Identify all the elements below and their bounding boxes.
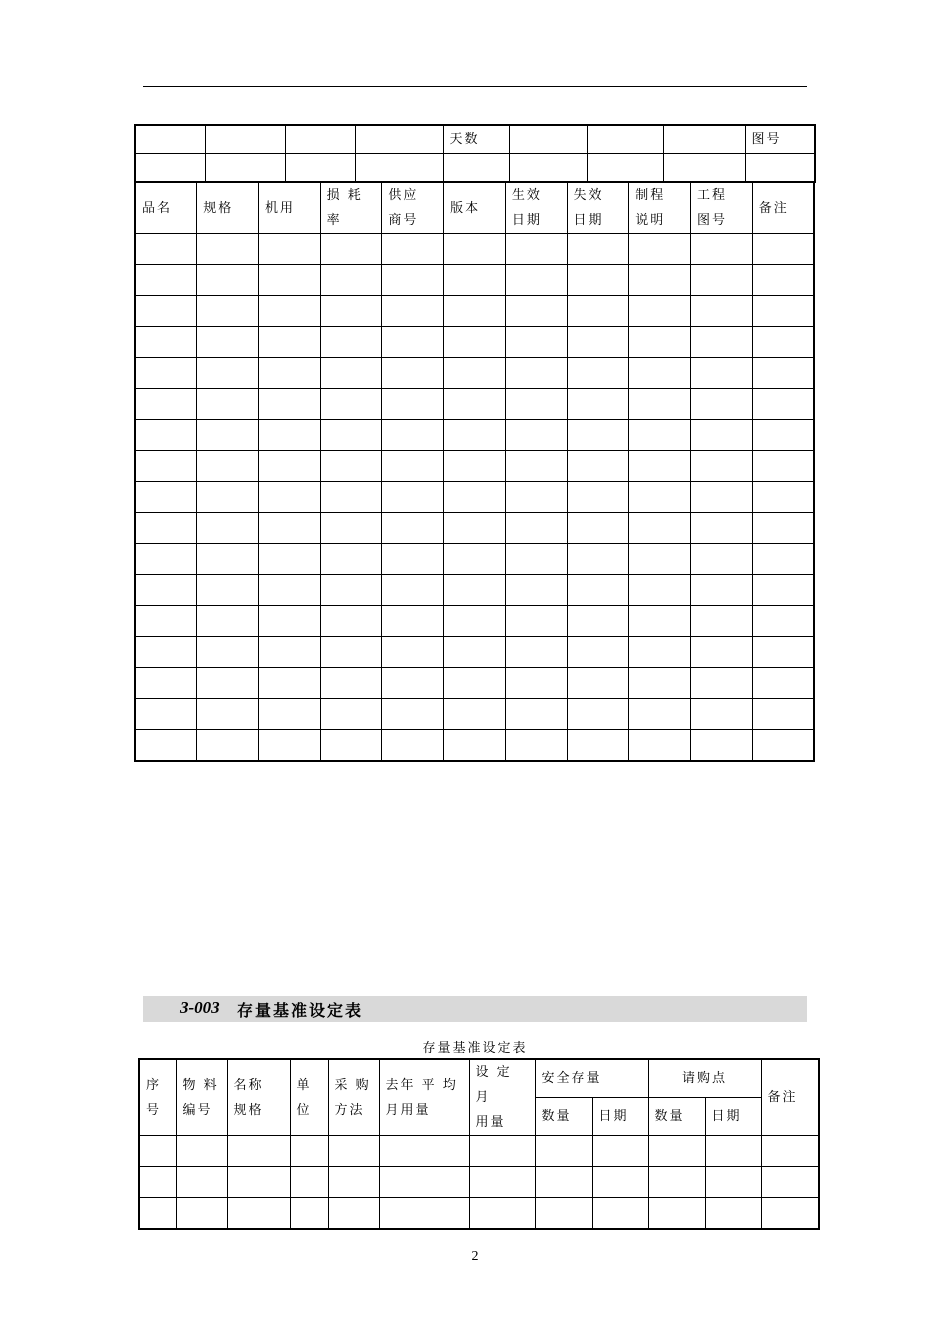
cell [505, 451, 567, 482]
cell [752, 358, 814, 389]
cell [567, 606, 629, 637]
cell [690, 513, 752, 544]
cell [567, 668, 629, 699]
cell [258, 234, 320, 265]
cell [197, 420, 259, 451]
item-table-top [134, 124, 816, 183]
cell [567, 265, 629, 296]
cell [197, 358, 259, 389]
cell [752, 482, 814, 513]
header-cell: 生效 日期 [505, 183, 567, 234]
cell [505, 358, 567, 389]
cell [629, 482, 691, 513]
cell [379, 1136, 469, 1167]
cell [444, 606, 506, 637]
cell [690, 544, 752, 575]
cell [135, 234, 197, 265]
cell [258, 513, 320, 544]
cell [505, 327, 567, 358]
cell [752, 420, 814, 451]
cell [197, 327, 259, 358]
cell [444, 575, 506, 606]
table-row [135, 668, 814, 699]
header-material-no: 物 料 编号 [176, 1059, 227, 1136]
cell [761, 1167, 819, 1198]
cell [469, 1136, 535, 1167]
cell [444, 296, 506, 327]
cell [567, 699, 629, 730]
header-avg-monthly-usage: 去年 平 均 月用量 [379, 1059, 469, 1136]
header-remark: 备注 [761, 1059, 819, 1136]
header-cell: 工程 图号 [690, 183, 752, 234]
cell [690, 482, 752, 513]
cell [197, 699, 259, 730]
header-safety-qty: 数量 [535, 1098, 592, 1136]
cell [290, 1136, 328, 1167]
table-row [139, 1167, 819, 1198]
table-row [135, 513, 814, 544]
cell [320, 389, 382, 420]
cell [629, 389, 691, 420]
header-cell: 版本 [444, 183, 506, 234]
cell [382, 544, 444, 575]
cell [690, 606, 752, 637]
cell [197, 730, 259, 762]
drawing-no-label: 图号 [745, 125, 815, 154]
cell [505, 389, 567, 420]
cell [629, 544, 691, 575]
cell [443, 154, 509, 183]
cell [197, 482, 259, 513]
cell [444, 420, 506, 451]
cell [505, 699, 567, 730]
cell [505, 575, 567, 606]
header-cell: 供应 商号 [382, 183, 444, 234]
cell [382, 637, 444, 668]
cell [444, 389, 506, 420]
header-set-monthly-usage: 设 定 月 用量 [469, 1059, 535, 1136]
cell [258, 730, 320, 762]
cell [135, 606, 197, 637]
cell [135, 451, 197, 482]
cell [320, 234, 382, 265]
cell [752, 575, 814, 606]
cell [567, 575, 629, 606]
cell [285, 125, 355, 154]
cell [320, 451, 382, 482]
cell [690, 637, 752, 668]
cell [752, 327, 814, 358]
cell [752, 265, 814, 296]
cell [320, 575, 382, 606]
cell [444, 699, 506, 730]
cell [382, 730, 444, 762]
table-row [135, 544, 814, 575]
cell [567, 544, 629, 575]
header-safety-stock: 安全存量 [535, 1059, 648, 1098]
cell [444, 730, 506, 762]
cell [320, 296, 382, 327]
cell [258, 265, 320, 296]
cell [197, 265, 259, 296]
cell [663, 125, 745, 154]
table-row [135, 699, 814, 730]
cell [382, 358, 444, 389]
cell [629, 668, 691, 699]
cell [135, 358, 197, 389]
header-reorder-point: 请购点 [648, 1059, 761, 1098]
table-row [135, 265, 814, 296]
cell [567, 420, 629, 451]
cell [382, 327, 444, 358]
cell [663, 154, 745, 183]
cell [258, 575, 320, 606]
cell [135, 420, 197, 451]
cell [592, 1136, 648, 1167]
header-safety-date: 日期 [592, 1098, 648, 1136]
cell [567, 389, 629, 420]
cell [382, 668, 444, 699]
cell [690, 358, 752, 389]
cell [382, 575, 444, 606]
cell [690, 265, 752, 296]
cell [139, 1136, 176, 1167]
cell [535, 1167, 592, 1198]
cell [320, 327, 382, 358]
cell [135, 544, 197, 575]
cell [328, 1198, 379, 1230]
cell [629, 513, 691, 544]
cell [505, 513, 567, 544]
cell [752, 668, 814, 699]
cell [197, 544, 259, 575]
table-row [135, 296, 814, 327]
cell [290, 1167, 328, 1198]
cell [752, 730, 814, 762]
cell [135, 296, 197, 327]
cell [592, 1198, 648, 1230]
cell [382, 451, 444, 482]
cell [761, 1198, 819, 1230]
page-number: 2 [471, 1249, 479, 1264]
cell [382, 389, 444, 420]
cell [444, 451, 506, 482]
cell [135, 389, 197, 420]
cell [752, 451, 814, 482]
cell [382, 265, 444, 296]
cell [567, 358, 629, 389]
cell [320, 420, 382, 451]
section-title: 存量基准设定表 [237, 1001, 364, 1020]
cell [629, 451, 691, 482]
cell [690, 451, 752, 482]
cell [505, 544, 567, 575]
cell [567, 637, 629, 668]
header-reorder-qty: 数量 [648, 1098, 705, 1136]
cell [444, 327, 506, 358]
cell [355, 125, 443, 154]
cell [382, 234, 444, 265]
cell [567, 513, 629, 544]
header-cell: 损 耗 率 [320, 183, 382, 234]
table-row [135, 575, 814, 606]
cell [752, 296, 814, 327]
cell [227, 1198, 290, 1230]
cell [320, 730, 382, 762]
cell [205, 154, 285, 183]
table-row [135, 637, 814, 668]
cell [135, 730, 197, 762]
cell [135, 327, 197, 358]
cell [227, 1136, 290, 1167]
cell [567, 482, 629, 513]
cell [444, 668, 506, 699]
cell [567, 730, 629, 762]
cell [592, 1167, 648, 1198]
cell [690, 327, 752, 358]
cell [629, 296, 691, 327]
cell [761, 1136, 819, 1167]
cell [135, 265, 197, 296]
cell [745, 154, 815, 183]
cell [629, 327, 691, 358]
cell [752, 544, 814, 575]
cell [258, 606, 320, 637]
cell [320, 513, 382, 544]
cell [444, 482, 506, 513]
cell [752, 606, 814, 637]
cell [444, 513, 506, 544]
cell [355, 154, 443, 183]
table-header-row [135, 183, 814, 234]
cell [258, 358, 320, 389]
header-cell: 机用 [258, 183, 320, 234]
table-row [135, 389, 814, 420]
cell [648, 1198, 705, 1230]
table-row [135, 234, 814, 265]
table-row [135, 606, 814, 637]
cell [752, 389, 814, 420]
cell [258, 296, 320, 327]
cell [197, 513, 259, 544]
cell [328, 1167, 379, 1198]
cell [227, 1167, 290, 1198]
cell [505, 265, 567, 296]
cell [444, 234, 506, 265]
cell [382, 420, 444, 451]
header-name-spec: 名称 规格 [227, 1059, 290, 1136]
cell [258, 544, 320, 575]
cell [258, 482, 320, 513]
item-table [134, 182, 815, 762]
cell [197, 451, 259, 482]
cell [320, 699, 382, 730]
cell [567, 327, 629, 358]
header-rule [143, 86, 807, 87]
cell [444, 265, 506, 296]
cell [320, 668, 382, 699]
cell [320, 606, 382, 637]
cell [258, 668, 320, 699]
cell [705, 1136, 761, 1167]
cell [648, 1136, 705, 1167]
table-row [135, 358, 814, 389]
cell [197, 575, 259, 606]
cell [135, 575, 197, 606]
cell [567, 234, 629, 265]
cell [690, 730, 752, 762]
cell [535, 1136, 592, 1167]
cell [135, 637, 197, 668]
cell [648, 1167, 705, 1198]
cell [629, 358, 691, 389]
cell [258, 420, 320, 451]
cell [629, 637, 691, 668]
header-unit: 单 位 [290, 1059, 328, 1136]
cell [505, 296, 567, 327]
cell [382, 482, 444, 513]
cell [135, 482, 197, 513]
cell [197, 668, 259, 699]
cell [320, 482, 382, 513]
cell [176, 1136, 227, 1167]
cell [258, 389, 320, 420]
table-row [135, 482, 814, 513]
cell [285, 154, 355, 183]
cell [505, 606, 567, 637]
table-caption: 存量基准设定表 [422, 1041, 528, 1056]
cell [320, 637, 382, 668]
cell [690, 296, 752, 327]
cell [444, 358, 506, 389]
cell [509, 154, 587, 183]
header-cell: 品名 [135, 183, 197, 234]
cell [197, 296, 259, 327]
header-seq: 序 号 [139, 1059, 176, 1136]
header-cell: 制程 说明 [629, 183, 691, 234]
cell [567, 451, 629, 482]
cell [382, 699, 444, 730]
header-cell: 备注 [752, 183, 814, 234]
cell [629, 234, 691, 265]
cell [135, 668, 197, 699]
cell [690, 420, 752, 451]
cell [690, 668, 752, 699]
cell [629, 730, 691, 762]
cell [320, 358, 382, 389]
cell [469, 1198, 535, 1230]
cell [139, 1167, 176, 1198]
days-label: 天数 [443, 125, 509, 154]
cell [135, 513, 197, 544]
cell [382, 606, 444, 637]
cell [629, 265, 691, 296]
cell [444, 637, 506, 668]
cell [509, 125, 587, 154]
cell [379, 1167, 469, 1198]
cell [752, 234, 814, 265]
cell [705, 1167, 761, 1198]
header-reorder-date: 日期 [705, 1098, 761, 1136]
cell [444, 544, 506, 575]
cell [135, 699, 197, 730]
section-number: 3-003 [180, 998, 220, 1017]
cell [290, 1198, 328, 1230]
table-row [139, 1136, 819, 1167]
cell [176, 1167, 227, 1198]
section-heading [143, 996, 807, 1022]
table-row [139, 1198, 819, 1230]
cell [505, 420, 567, 451]
cell [135, 154, 205, 183]
cell [690, 699, 752, 730]
cell [258, 699, 320, 730]
table-row [135, 327, 814, 358]
cell [258, 637, 320, 668]
header-cell: 规格 [197, 183, 259, 234]
cell [176, 1198, 227, 1230]
cell [690, 389, 752, 420]
cell [690, 234, 752, 265]
cell [587, 125, 663, 154]
cell [258, 327, 320, 358]
cell [690, 575, 752, 606]
cell [505, 234, 567, 265]
table-header-row [139, 1059, 819, 1098]
table-row [135, 451, 814, 482]
cell [752, 637, 814, 668]
cell [379, 1198, 469, 1230]
cell [505, 668, 567, 699]
cell [135, 125, 205, 154]
cell [328, 1136, 379, 1167]
cell [629, 575, 691, 606]
stock-standard-table [138, 1058, 820, 1230]
cell [139, 1198, 176, 1230]
cell [197, 389, 259, 420]
cell [535, 1198, 592, 1230]
cell [320, 265, 382, 296]
cell [382, 296, 444, 327]
cell [752, 699, 814, 730]
header-purchase-method: 采 购 方法 [328, 1059, 379, 1136]
cell [705, 1198, 761, 1230]
cell [197, 606, 259, 637]
cell [567, 296, 629, 327]
cell [469, 1167, 535, 1198]
cell [197, 234, 259, 265]
cell [258, 451, 320, 482]
cell [197, 637, 259, 668]
cell [629, 606, 691, 637]
cell [505, 637, 567, 668]
table-row [135, 420, 814, 451]
cell [205, 125, 285, 154]
cell [505, 482, 567, 513]
header-cell: 失效 日期 [567, 183, 629, 234]
cell [587, 154, 663, 183]
cell [382, 513, 444, 544]
cell [629, 420, 691, 451]
table-row [135, 730, 814, 762]
cell [629, 699, 691, 730]
cell [320, 544, 382, 575]
cell [752, 513, 814, 544]
cell [505, 730, 567, 762]
